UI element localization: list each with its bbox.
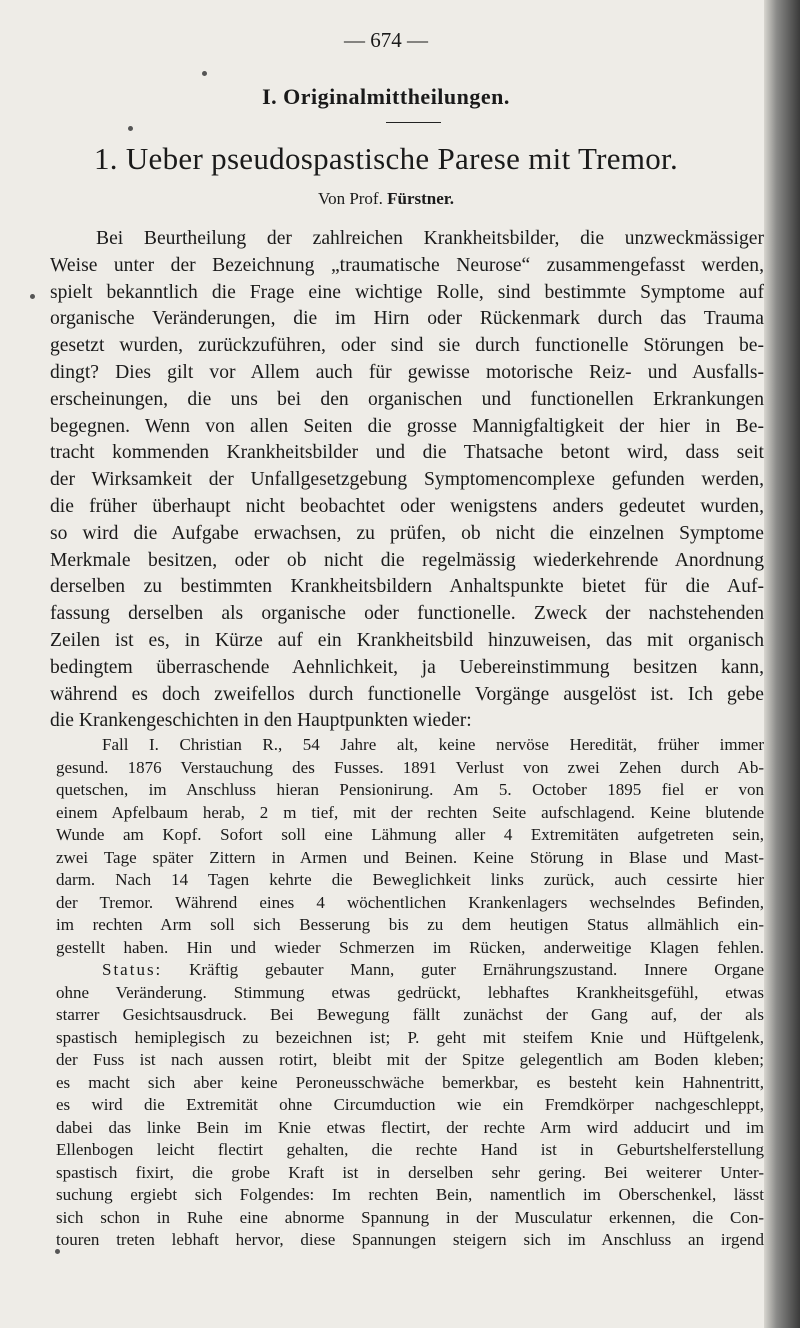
- text-line: der Wirksamkeit der Unfallgesetzgebung Symptomencomplexe gefunden werden,: [50, 469, 764, 491]
- bullet-mark: [30, 294, 35, 299]
- text-line: quetschen, im Anschluss hieran Pensionirung. Am 5. October 1895 fiel er von: [56, 780, 764, 799]
- text-line: es macht sich aber keine Peroneusschwäche bemerkbar, es besteht kein Hahnentritt,: [56, 1072, 764, 1092]
- text-line: Merkmale besitzen, oder ob nicht die regelmässig wiederkehrende Anordnung: [50, 549, 764, 571]
- section-heading: I. Originalmittheilungen.: [262, 84, 510, 109]
- text-line: im rechten Arm soll sich Besserung bis zu dem heutigen Status allmählich ein-: [56, 915, 764, 934]
- text-line: darm. Nach 14 Tagen kehrte die Beweglichkeit links zurück, auch cessirte hier: [56, 870, 764, 889]
- text-line: einem Apfelbaum herab, 2 m tief, mit der rechten Seite aufschlagend. Keine blutende: [56, 802, 764, 822]
- text-line: gesetzt wurden, zurückzuführen, oder sind sie durch functionelle Störungen be-: [50, 335, 764, 357]
- text-line: sich schon in Ruhe eine abnorme Spannung in der Musculatur erkennen, die Con-: [56, 1207, 764, 1227]
- text-line: touren treten lebhaft hervor, diese Spannungen steigern sich im Anschluss an irgend: [56, 1230, 764, 1249]
- text-line: fassung derselben als organische oder functionelle. Zweck der nachstehenden: [50, 603, 764, 625]
- bullet-mark: [202, 71, 207, 76]
- text-line: Weise unter der Bezeichnung „traumatische Neurose“ zusammengefasst werden,: [50, 254, 764, 276]
- author-prefix: Von Prof.: [317, 189, 383, 208]
- text-line: organische Veränderungen, die im Hirn oder Rückenmark durch das Trauma: [50, 308, 764, 330]
- author-line: [0, 189, 772, 209]
- text-line: suchung ergiebt sich Folgendes: Im rechten Bein, namentlich im Oberschenkel, lässt: [56, 1185, 764, 1204]
- case-report: [56, 734, 764, 1252]
- status-label: Status:: [102, 960, 163, 979]
- text-line: dabei das linke Bein im Knie etwas flectirt, der rechte Arm wird adducirt und im: [56, 1117, 764, 1137]
- text-line: spielt bekanntlich die Frage eine wichtige Rolle, sind bestimmte Symptome auf: [50, 281, 764, 303]
- divider: [386, 122, 441, 123]
- page-number: — 674 —: [344, 28, 428, 52]
- text-line: die Krankengeschichten in den Hauptpunkten wieder:: [50, 710, 472, 732]
- text-line: zwei Tage später Zittern in Armen und Beinen. Keine Störung in Blase und Mast-: [56, 847, 764, 867]
- text-line: Bei Beurtheilung der zahlreichen Krankheitsbilder, die unzweckmässiger: [96, 228, 764, 249]
- text-line: der Tremor. Während eines 4 wöchentlichen Krankenlagers wechselndes Befinden,: [56, 892, 764, 912]
- text-line: spastisch fixirt, die grobe Kraft ist in derselben sehr gering. Bei weiterer Unter-: [56, 1162, 764, 1182]
- text-line: während es doch zweifellos durch functionelle Vorgänge ausgelöst ist. Ich gebe: [50, 683, 764, 705]
- article-title: 1. Ueber pseudospastische Parese mit Tremor.: [93, 141, 679, 176]
- text-line: so wird die Aufgabe erwachsen, zu prüfen, ob nicht die einzelnen Symptome: [50, 522, 764, 544]
- author-name: Fürstner.: [387, 189, 455, 208]
- text-line: Wunde am Kopf. Sofort soll eine Lähmung aller 4 Extremitäten aufgetreten sein,: [56, 825, 764, 844]
- text-line: der Fuss ist nach aussen rotirt, bleibt mit der Spitze gelegentlich am Boden kleben;: [56, 1050, 764, 1069]
- text-line: es wird die Extremität ohne Circumduction wie ein Fremdkörper nachgeschleppt,: [56, 1095, 764, 1114]
- intro-paragraph: [50, 226, 764, 735]
- text-line: Fall I. Christian R., 54 Jahre alt, keine nervöse Heredität, früher immer: [102, 735, 764, 754]
- text-line: starrer Gesichtsausdruck. Bei Bewegung fällt zunächst der Gang auf, der als: [56, 1005, 764, 1024]
- status-line: [56, 959, 764, 982]
- page-edge-shadow: [764, 0, 800, 1328]
- bullet-mark: [55, 1249, 60, 1254]
- text-line: dingt? Dies gilt vor Allem auch für gewisse motorische Reiz- und Ausfalls-: [50, 361, 764, 383]
- text-line: die früher überhaupt nicht beobachtet oder wenigstens anders gedeutet wurden,: [50, 495, 764, 517]
- text-line: derselben zu bestimmten Krankheitsbildern Anhaltspunkte bietet für die Auf-: [50, 576, 764, 598]
- text-line: gestellt haben. Hin und wieder Schmerzen im Rücken, anderweitige Klagen fehlen.: [56, 937, 764, 957]
- bullet-mark: [128, 126, 133, 131]
- status-text: Kräftig gebauter Mann, guter Ernährungszustand. Innere Organe: [162, 960, 764, 979]
- text-line: spastisch hemiplegisch zu bezeichnen ist; P. geht mit steifem Knie und Hüftgelenk,: [56, 1027, 764, 1047]
- text-line: erscheinungen, die uns bei den organischen und functionellen Erkrankungen: [50, 388, 764, 410]
- text-line: tracht kommenden Krankheitsbilder und die Thatsache betont wird, dass seit: [50, 442, 764, 464]
- text-line: bedingtem überraschende Aehnlichkeit, ja Uebereinstimmung besitzen kann,: [50, 656, 764, 678]
- text-line: begegnen. Wenn von allen Seiten die grosse Mannigfaltigkeit der hier in Be-: [50, 415, 764, 437]
- text-line: ohne Veränderung. Stimmung etwas gedrückt, lebhaftes Krankheitsgefühl, etwas: [56, 982, 764, 1002]
- text-line: Ellenbogen leicht flectirt gehalten, die rechte Hand ist in Geburtshelferstellung: [56, 1140, 764, 1159]
- text-line: gesund. 1876 Verstauchung des Fusses. 1891 Verlust von zwei Zehen durch Ab-: [56, 757, 764, 777]
- text-line: Zeilen ist es, in Kürze auf ein Krankheitsbild hinzuweisen, das mit organisch: [50, 629, 764, 651]
